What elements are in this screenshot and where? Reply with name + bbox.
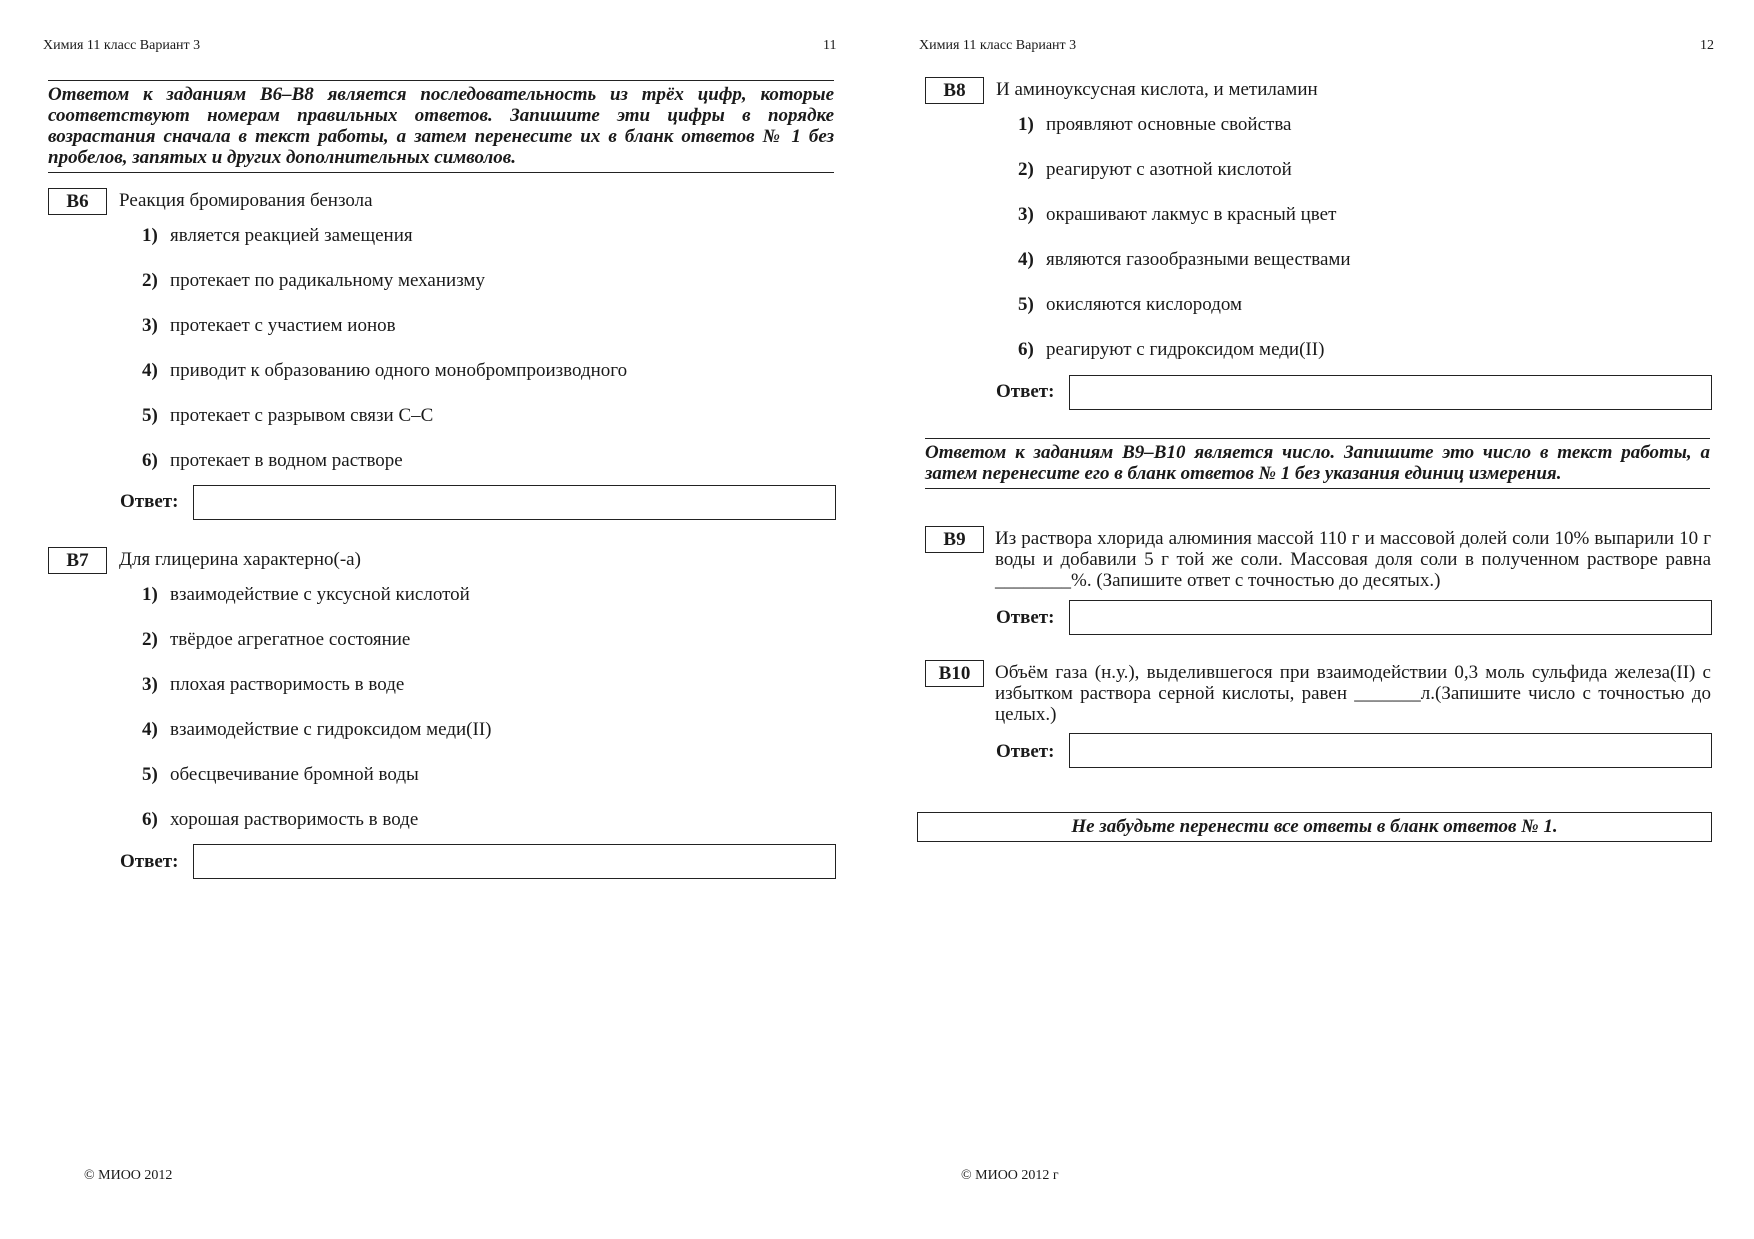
question-text-b9: Из раствора хлорида алюминия массой 110 г и массовой долей соли 10% выпарили 10 г воды и добавили 5 г той же соли. Массовая доля соли в полученном растворе равна ________%. (Запишите ответ с точностью до десятых.) — [995, 528, 1711, 591]
option-text: являются газообразными веществами — [1046, 249, 1351, 270]
option-number: 2) — [1018, 159, 1034, 180]
option-b6-2 — [142, 270, 627, 315]
option-b8-4 — [1018, 249, 1351, 294]
options-b8 — [1018, 114, 1351, 384]
header-page-number: 12 — [1700, 38, 1714, 53]
instruction-b9-b10: Ответом к заданиям В9–В10 является число. Запишите это число в текст работы, а затем перенесите его в бланк ответов № 1 без указания единиц измерения. — [925, 438, 1710, 489]
question-number-b7: B7 — [48, 547, 107, 574]
header-page-number: 11 — [823, 38, 837, 53]
option-number: 6) — [142, 809, 158, 830]
option-number: 3) — [142, 674, 158, 695]
option-number: 1) — [142, 225, 158, 246]
option-text: протекает в водном растворе — [170, 450, 403, 471]
option-number: 4) — [1018, 249, 1034, 270]
option-b7-4 — [142, 719, 491, 764]
option-number: 3) — [1018, 204, 1034, 225]
answer-label-b6: Ответ: — [120, 491, 179, 512]
option-text: протекает по радикальному механизму — [170, 270, 485, 291]
question-text-b6: Реакция бромирования бензола — [119, 190, 373, 211]
header-subject: Химия 11 класс Вариант 3 — [43, 38, 201, 53]
option-text: окисляются кислородом — [1046, 294, 1243, 315]
answer-label-b8: Ответ: — [996, 381, 1055, 402]
answer-label-b9: Ответ: — [996, 607, 1055, 628]
option-b6-4 — [142, 360, 627, 405]
option-text: обесцвечивание бромной воды — [170, 764, 419, 785]
option-b8-2 — [1018, 159, 1351, 204]
question-number-b8: B8 — [925, 77, 984, 104]
option-b7-2 — [142, 629, 491, 674]
option-b7-3 — [142, 674, 491, 719]
answer-label-b7: Ответ: — [120, 851, 179, 872]
option-text: протекает с участием ионов — [170, 315, 396, 336]
option-b8-3 — [1018, 204, 1351, 249]
transfer-reminder: Не забудьте перенести все ответы в бланк ответов № 1. — [917, 812, 1712, 842]
option-text: проявляют основные свойства — [1046, 114, 1292, 135]
option-b6-5 — [142, 405, 627, 450]
option-text: хорошая растворимость в воде — [170, 809, 419, 830]
option-number: 5) — [142, 405, 158, 426]
option-number: 3) — [142, 315, 158, 336]
footer-copyright: © МИОО 2012 г — [961, 1168, 1059, 1183]
option-b8-1 — [1018, 114, 1351, 159]
option-number: 6) — [1018, 339, 1034, 360]
header-subject: Химия 11 класс Вариант 3 — [919, 38, 1077, 53]
option-number: 5) — [1018, 294, 1034, 315]
option-text: взаимодействие с гидроксидом меди(II) — [170, 719, 492, 740]
option-number: 1) — [1018, 114, 1034, 135]
option-b7-5 — [142, 764, 491, 809]
option-number: 6) — [142, 450, 158, 471]
option-b6-3 — [142, 315, 627, 360]
footer-copyright: © МИОО 2012 — [84, 1168, 173, 1183]
answer-field-b10[interactable] — [1069, 733, 1712, 768]
option-b7-1 — [142, 584, 491, 629]
question-number-b9: B9 — [925, 526, 984, 553]
option-number: 4) — [142, 360, 158, 381]
option-text: плохая растворимость в воде — [170, 674, 405, 695]
question-text-b8: И аминоуксусная кислота, и метиламин — [996, 79, 1318, 100]
option-b6-1 — [142, 225, 627, 270]
instruction-b6-b8: Ответом к заданиям В6–В8 является последовательность из трёх цифр, которые соответствуют номерам правильных ответов. Запишите эти цифры в порядке возрастания сначала в текст работы, а затем перенесите их в бланк ответов № 1 без пробелов, запятых и других дополнительных символов. — [48, 80, 834, 173]
option-number: 1) — [142, 584, 158, 605]
question-text-b10: Объём газа (н.у.), выделившегося при взаимодействии 0,3 моль сульфида железа(II) с избытком раствора серной кислоты, равен _______л.(Запишите число с точностью до целых.) — [995, 662, 1711, 725]
option-text: твёрдое агрегатное состояние — [170, 629, 411, 650]
option-b8-5 — [1018, 294, 1351, 339]
answer-field-b7[interactable] — [193, 844, 836, 879]
option-number: 2) — [142, 629, 158, 650]
question-number-b6: B6 — [48, 188, 107, 215]
option-number: 4) — [142, 719, 158, 740]
answer-field-b9[interactable] — [1069, 600, 1712, 635]
option-text: реагируют с азотной кислотой — [1046, 159, 1292, 180]
options-b6 — [142, 225, 627, 495]
option-text: взаимодействие с уксусной кислотой — [170, 584, 470, 605]
options-b7 — [142, 584, 491, 854]
option-number: 5) — [142, 764, 158, 785]
question-text-b7: Для глицерина характерно(-а) — [119, 549, 361, 570]
question-number-b10: B10 — [925, 660, 984, 687]
option-text: протекает с разрывом связи С–С — [170, 405, 434, 426]
answer-field-b8[interactable] — [1069, 375, 1712, 410]
option-text: реагируют с гидроксидом меди(II) — [1046, 339, 1325, 360]
option-text: является реакцией замещения — [170, 225, 413, 246]
option-text: приводит к образованию одного монобромпроизводного — [170, 360, 628, 381]
answer-field-b6[interactable] — [193, 485, 836, 520]
option-number: 2) — [142, 270, 158, 291]
answer-label-b10: Ответ: — [996, 741, 1055, 762]
option-text: окрашивают лакмус в красный цвет — [1046, 204, 1337, 225]
right-page — [877, 0, 1754, 1239]
